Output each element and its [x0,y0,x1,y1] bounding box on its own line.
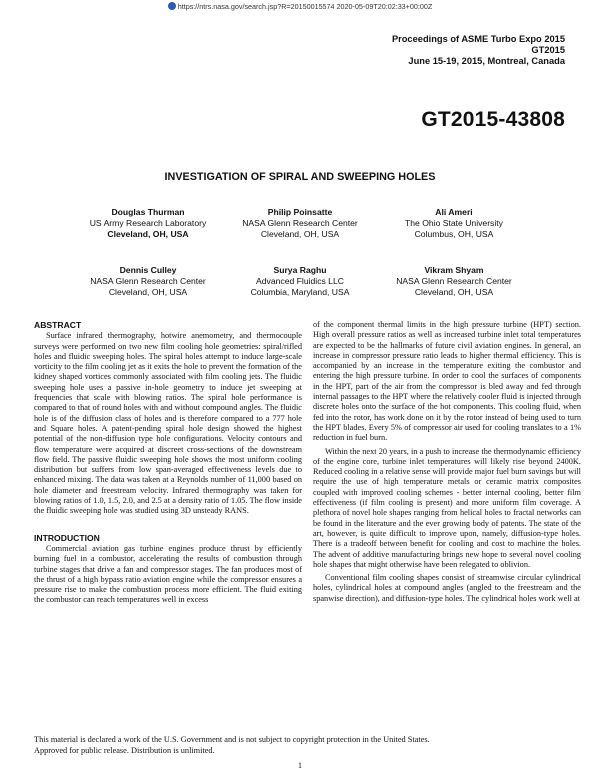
author-affiliation: Advanced Fluidics LLC [256,275,344,286]
author-name: Vikram Shyam [424,265,484,275]
release-notice: Approved for public release. Distribution is unlimited. [34,745,215,755]
author-name: Philip Poinsatte [267,207,333,217]
author-name: Surya Raghu [273,265,327,275]
author-location: Cleveland, OH, USA [107,228,189,239]
copyright-notice: This material is declared a work of the U.S. Government and is not subject to copyright protection in the United States. [34,735,430,744]
proceedings-block [392,34,565,67]
abstract-heading: ABSTRACT [34,320,82,330]
author-location: Cleveland, OH, USA [108,286,188,297]
body-paragraph: of the component thermal limits in the high pressure turbine (HPT) section. High overall pressure ratios as well as increased turbine inlet total temperatures are expected to be the hallmarks of future civil aviation engines. In general, an increase in compressor pressure ratio leads to higher thermal efficiency. This is accompanied by an increase in the temperature exiting the combustor and entering the high pressure turbine. In order to cool the surfaces of components in the HPT, part of the air from the compressor is bled away and fed through internal passages to the HPT where the relatively cooler fluid is injected through discrete holes onto the surface of the hot components. This cooling fluid, when fed into the rotor, has work done on it by the rotor instead of being used to turn the HPT blades. Every 5% of compressor air used for cooling translates to a 1% reduction in fuel burn. [313,320,581,443]
left-column [34,320,302,606]
link-icon [168,2,176,10]
author-location: Cleveland, OH, USA [414,286,494,297]
author-affiliation: US Army Research Laboratory [89,217,207,228]
paper-title: INVESTIGATION OF SPIRAL AND SWEEPING HOLES [164,171,436,183]
author-name: Douglas Thurman [111,207,185,217]
abstract-text: Surface infrared thermography, hotwire anemometry, and thermocouple surveys were performed on two new film cooling hole geometries: spiral/rifled holes and fluidic sweeping holes. The spiral holes attempt to induce large-scale vorticity to the film cooling jet as it exits the hole to prevent the formation of the kidney shaped vortices commonly associated with film cooling jets. The fluidic sweeping hole uses a passive in-hole geometry to induce jet sweeping at frequencies that scale with blowing ratios. The spiral hole performance is compared to that of round holes with and without compound angles. The fluidic hole is of the diffusion class of holes and is therefore compared to a 777 hole and Square holes. A patent-pending spiral hole design showed the highest potential of the non-diffusion type hole configurations. Velocity contours and flow temperature were acquired at discreet cross-sections of the downstream flow field. The passive fluidic sweeping hole shows the most uniform cooling distribution but suffers from low span-averaged effectiveness levels due to enhanced mixing. The data was taken at a Reynolds number of 11,000 based on hole diameter and freestream velocity. Infrared thermography was taken for blowing ratios of 1.0, 1.5, 2.0, and 2.5 at a density ratio of 1.05. The flow inside the fluidic sweeping hole was studied using 3D unsteady RANS. [34,331,302,516]
conference-code: GT2015 [531,45,565,55]
author-affiliation: NASA Glenn Research Center [90,275,206,286]
paper-id: GT2015-43808 [421,108,565,131]
source-url-bar [0,2,600,11]
body-paragraph: Conventional film cooling shapes consist of streamwise circular cylindrical holes, cylindrical holes at compound angles (angled to the freestream and the spanwise direction), and diffusion-type holes. The cylindrical holes work well at [313,573,581,603]
right-column [313,320,581,604]
author-name: Ali Ameri [435,207,473,217]
copyright-footer [34,735,569,756]
author-location: Cleveland, OH, USA [260,228,340,239]
page-number: 1 [297,761,303,770]
author-block [359,207,549,239]
author-location: Columbia, Maryland, USA [250,286,350,297]
body-paragraph: Within the next 20 years, in a push to increase the thermodynamic efficiency of the engine core, turbine inlet temperatures will likely rise beyond 2400K. Reduced cooling in a relative sense will provide major fuel burn savings but will require the use of high temperature metals or ceramic matrix composites coupled with improved cooling schemes - better internal cooling, better film effectiveness (if film cooling is present) and more uniform film coverage. A plethora of novel hole shapes ranging from helical holes to fractal networks can be found in the literature and the ever growing body of patents. The state of the art, however, is quite difficult to improve upon, namely, diffusion-type holes. There is a tradeoff between benefit for cooling and cost to machine the holes. The advent of additive manufacturing brings new hope to several novel cooling hole shapes that might otherwise have been relegated to oblivion. [313,446,581,569]
author-affiliation: NASA Glenn Research Center [242,217,358,228]
introduction-text: Commercial aviation gas turbine engines produce thrust by efficiently burning fuel in a combustor, accelerating the results of combustion through turbine stages that drive a fan and compressor stages. The fan produces most of the thrust of a high bypass ratio aviation engine while the compressor ensures a pressure rise to make the combustion process more efficient. The fluid exiting the combustor can reach temperatures well in excess [34,543,302,605]
author-location: Columbus, OH, USA [414,228,494,239]
introduction-heading: INTRODUCTION [34,532,100,543]
author-block [359,265,549,297]
conference-date-location: June 15-19, 2015, Montreal, Canada [408,56,565,66]
author-affiliation: The Ohio State University [405,217,503,228]
source-url[interactable]: https://ntrs.nasa.gov/search.jsp?R=20150015574 2020-05-09T20:02:33+00:00Z [177,2,433,11]
proceedings-title: Proceedings of ASME Turbo Expo 2015 [391,34,565,44]
author-name: Dennis Culley [119,265,177,275]
author-affiliation: NASA Glenn Research Center [396,275,512,286]
